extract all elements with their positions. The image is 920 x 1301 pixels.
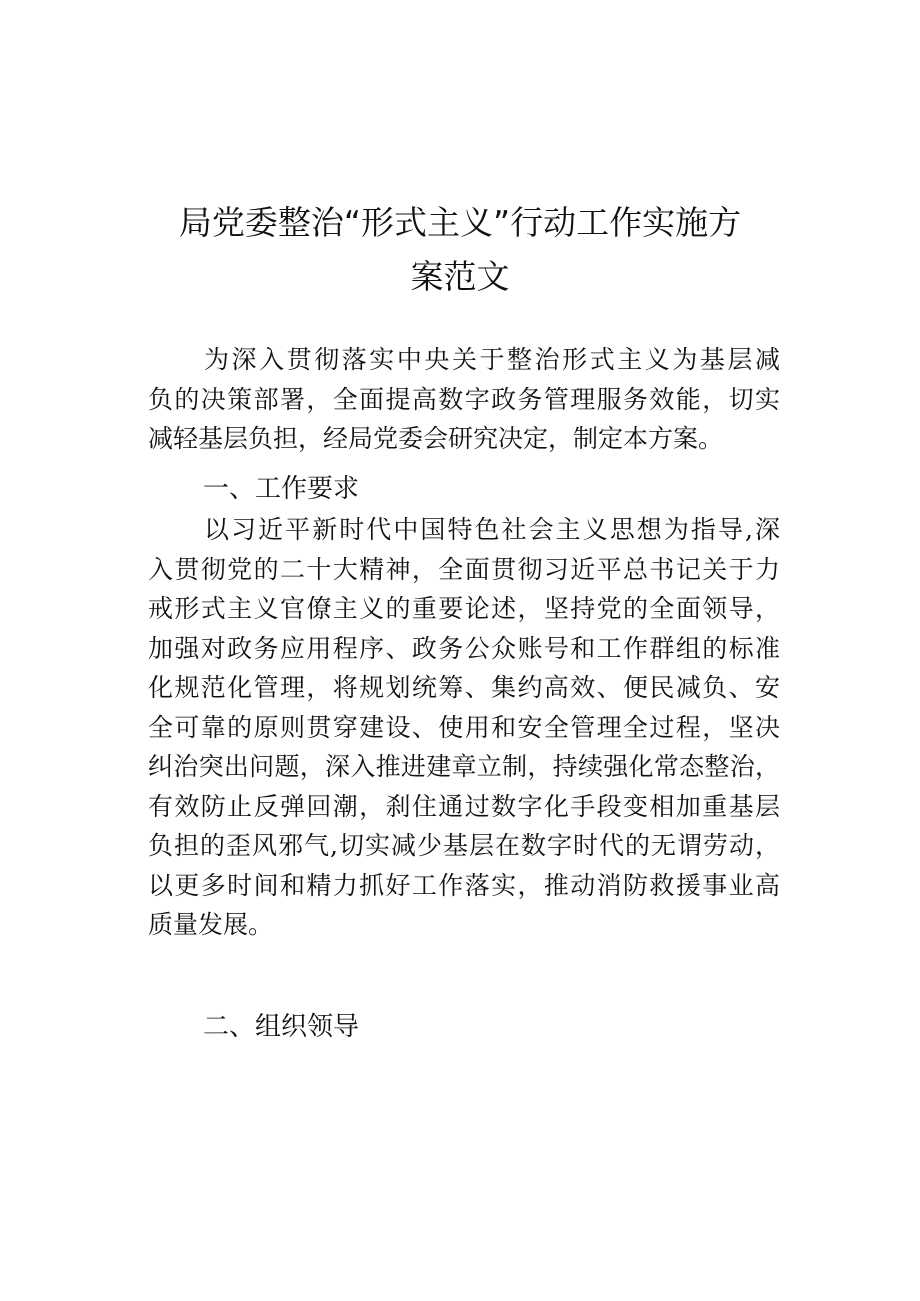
paragraph-line: 全可靠的原则贯穿建设、使用和安全管理全过程，坚决 bbox=[148, 712, 780, 742]
paragraph-line: 负的决策部署，全面提高数字政务管理服务效能，切实 bbox=[148, 384, 780, 414]
document-title bbox=[140, 196, 780, 304]
paragraph-line: 加强对政务应用程序、政务公众账号和工作群组的标准 bbox=[148, 633, 780, 663]
paragraph-line: 有效防止反弹回潮，刹住通过数字化手段变相加重基层 bbox=[148, 791, 780, 821]
paragraph-line: 减轻基层负担，经局党委会研究决定，制定本方案。 bbox=[148, 424, 724, 453]
title-line-2: 案范文 bbox=[410, 257, 510, 296]
paragraph-line: 化规范化管理，将规划统筹、集约高效、便民减负、安 bbox=[148, 673, 780, 702]
paragraph-line: 戒形式主义官僚主义的重要论述，坚持党的全面领导， bbox=[148, 594, 780, 623]
paragraph-line: 纠治突出问题，深入推进建章立制，持续强化常态整治， bbox=[148, 752, 780, 781]
intro-paragraph bbox=[148, 340, 780, 459]
title-line-1: 局党委整治“形式主义”行动工作实施方 bbox=[178, 203, 742, 242]
paragraph-line: 以习近平新时代中国特色社会主义思想为指导,深 bbox=[204, 515, 780, 544]
paragraph-line: 质量发展。 bbox=[148, 910, 274, 939]
paragraph-line: 负担的歪风邪气,切实减少基层在数字时代的无谓劳动， bbox=[148, 831, 780, 860]
section-heading-organization-leadership: 二、组织领导 bbox=[203, 1012, 360, 1042]
paragraph-line: 入贯彻党的二十大精神，全面贯彻习近平总书记关于力 bbox=[148, 554, 780, 584]
work-requirements-paragraph bbox=[148, 510, 780, 945]
paragraph-line: 以更多时间和精力抓好工作落实，推动消防救援事业高 bbox=[148, 870, 780, 900]
section-heading-work-requirements: 一、工作要求 bbox=[203, 474, 360, 504]
paragraph-line: 为深入贯彻落实中央关于整治形式主义为基层减 bbox=[204, 345, 780, 374]
